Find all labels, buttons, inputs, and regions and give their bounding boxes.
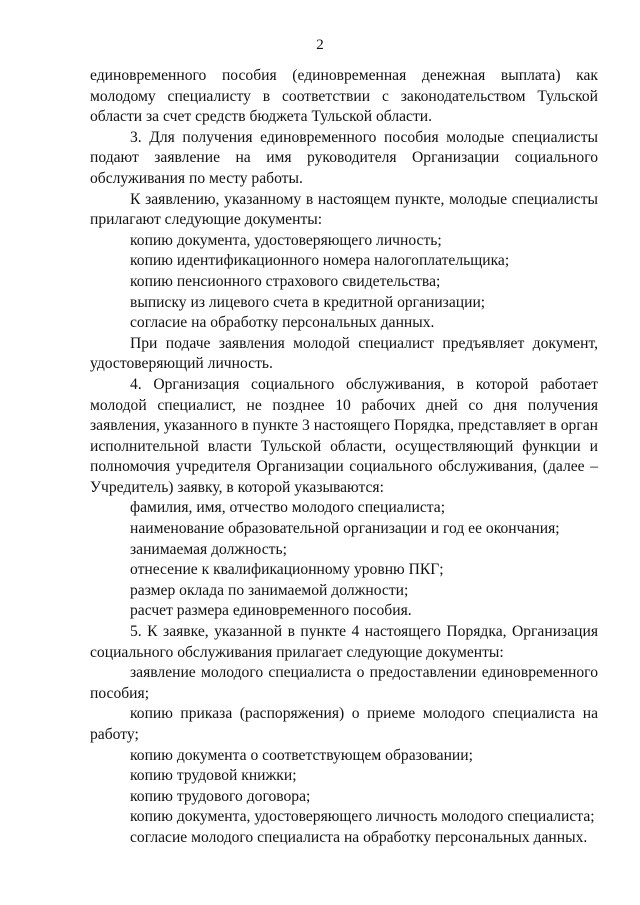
list-item: копию документа о соответствующем образовании; [130, 746, 473, 764]
list-item: выписку из лицевого счета в кредитной организации; [130, 293, 486, 311]
list-item: отнесение к квалификационному уровню ПКГ; [130, 561, 444, 579]
list-item: расчет размера единовременного пособия. [130, 602, 412, 620]
list-item: размер оклада по занимаемой должности; [130, 581, 409, 599]
paragraph: единовременного пособия (единовременная денежная выплата) как молодому специалисту в соответствии с законодательством Тульской области за счет средств бюджета Тульской области. [90, 67, 598, 126]
paragraph: 4. Организация социального обслуживания, в которой работает молодой специалист, не позднее 10 рабочих дней со дня получения заявления, указанного в пункте 3 настоящего Порядка, представляет в орган исполнительной власти Тульской области, осуществляющий функции и полномочия учредителя Организации социального обслуживания, (далее – Учредитель) заявку, в которой указываются: [90, 375, 598, 496]
list-item: копию трудового договора; [130, 787, 311, 805]
list-item: копию идентификационного номера налогоплательщика; [130, 252, 510, 270]
list-item: копию документа, удостоверяющего личность; [130, 231, 442, 249]
list-item: копию пенсионного страхового свидетельства; [130, 272, 441, 290]
paragraph: копию приказа (распоряжения) о приеме молодого специалиста на работу; [90, 705, 598, 743]
paragraph: заявление молодого специалиста о предоставлении единовременного пособия; [90, 664, 598, 702]
paragraph: К заявлению, указанному в настоящем пункте, молодые специалисты прилагают следующие документы: [90, 190, 598, 229]
list-item: фамилия, имя, отчество молодого специалиста; [130, 499, 446, 517]
paragraph: При подаче заявления молодой специалист предъявляет документ, удостоверяющий личность. [90, 334, 598, 373]
list-item: наименование образовательной организации и год ее окончания; [130, 520, 560, 538]
list-item: копию трудовой книжки; [130, 767, 297, 785]
list-item: согласие на обработку персональных данных. [130, 314, 435, 332]
list-item: копию документа, удостоверяющего личность молодого специалиста; [130, 808, 595, 826]
paragraph: 3. Для получения единовременного пособия молодые специалисты подают заявление на имя руководителя Организации социального обслуживания по месту работы. [90, 128, 598, 187]
document-body [90, 66, 598, 849]
paragraph: 5. К заявке, указанной в пункте 4 настоящего Порядка, Организация социального обслуживания прилагает следующие документы: [90, 623, 598, 661]
list-item: занимаемая должность; [130, 540, 287, 558]
list-item: согласие молодого специалиста на обработку персональных данных. [130, 828, 588, 846]
page-number: 2 [316, 37, 324, 53]
